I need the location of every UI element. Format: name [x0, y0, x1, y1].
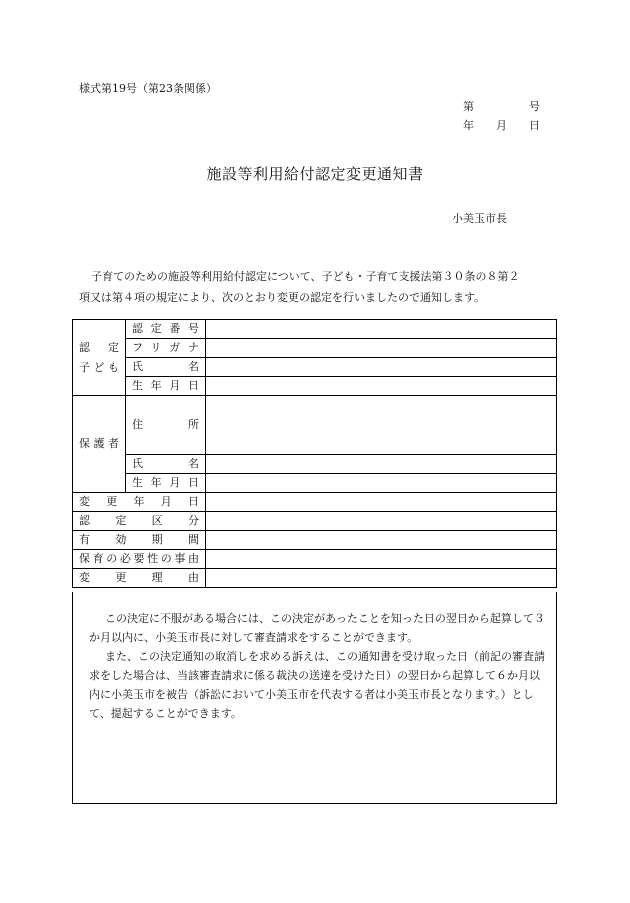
appeal-notice	[72, 592, 557, 804]
table-row	[73, 474, 557, 493]
table-row	[73, 339, 557, 358]
change-date-field[interactable]	[206, 493, 557, 512]
change-reason-field[interactable]	[206, 569, 557, 588]
notice-paragraph-1: この決定に不服がある場合には、この決定があったことを知った日の翌日から起算して３か月以内に、小美玉市長に対して審査請求をすることができます。	[89, 612, 545, 644]
child-birthdate-field[interactable]	[206, 377, 557, 396]
row-label: 氏名	[126, 358, 206, 377]
certification-table	[72, 319, 557, 588]
table-row	[73, 320, 557, 339]
document-number: 第 号	[463, 100, 540, 113]
table-row	[73, 377, 557, 396]
intro-line-1: 子育てのための施設等利用給付認定について、子ども・子育て支援法第３０条の８第２	[91, 270, 520, 283]
table-row	[73, 569, 557, 588]
guardian-name-field[interactable]	[206, 455, 557, 474]
table-row	[73, 396, 557, 455]
issuer: 小美玉市長	[452, 212, 507, 225]
document-date: 年 月 日	[463, 119, 540, 132]
form-number: 様式第19号（第23条関係）	[79, 82, 217, 95]
child-group-line-2: 子ども	[79, 360, 119, 374]
table-row	[73, 512, 557, 531]
row-label: 変更理由	[73, 569, 206, 588]
row-label: 氏名	[126, 455, 206, 474]
row-label: 生年月日	[126, 474, 206, 493]
row-label: 変更年月日	[73, 493, 206, 512]
row-label: 生年月日	[126, 377, 206, 396]
page-title: 施設等利用給付認定変更通知書	[206, 165, 424, 183]
table-row	[73, 358, 557, 377]
child-group-line-1: 認 定	[79, 340, 119, 354]
intro-paragraph	[79, 266, 557, 308]
row-label: 保育の必要性の事由	[73, 550, 206, 569]
child-group-label	[73, 320, 126, 396]
row-label: 認定区分	[73, 512, 206, 531]
guardian-address-field[interactable]	[206, 396, 557, 455]
table-row	[73, 455, 557, 474]
childcare-necessity-field[interactable]	[206, 550, 557, 569]
certification-number-field[interactable]	[206, 320, 557, 339]
guardian-group-label: 保護者	[73, 396, 126, 493]
validity-period-field[interactable]	[206, 531, 557, 550]
row-label: 有効期間	[73, 531, 206, 550]
table-row	[73, 493, 557, 512]
certification-category-field[interactable]	[206, 512, 557, 531]
table-row	[73, 550, 557, 569]
notice-paragraph-2: また、この決定通知の取消しを求める訴えは、この通知書を受け取った日（前記の審査請求をした場合は、当該審査請求に係る裁決の送達を受けた日）の翌日から起算して６か月以内に小美玉市を被告（訴訟において小美玉市を代表する者は小美玉市長となります。）として、提起することができます。	[89, 650, 545, 720]
intro-line-2: 項又は第４項の規定により、次のとおり変更の認定を行いましたので通知します。	[79, 291, 486, 304]
row-label: フリガナ	[126, 339, 206, 358]
guardian-birthdate-field[interactable]	[206, 474, 557, 493]
row-label: 住所	[126, 396, 206, 455]
row-label: 認定番号	[126, 320, 206, 339]
child-name-field[interactable]	[206, 358, 557, 377]
furigana-field[interactable]	[206, 339, 557, 358]
table-row	[73, 531, 557, 550]
